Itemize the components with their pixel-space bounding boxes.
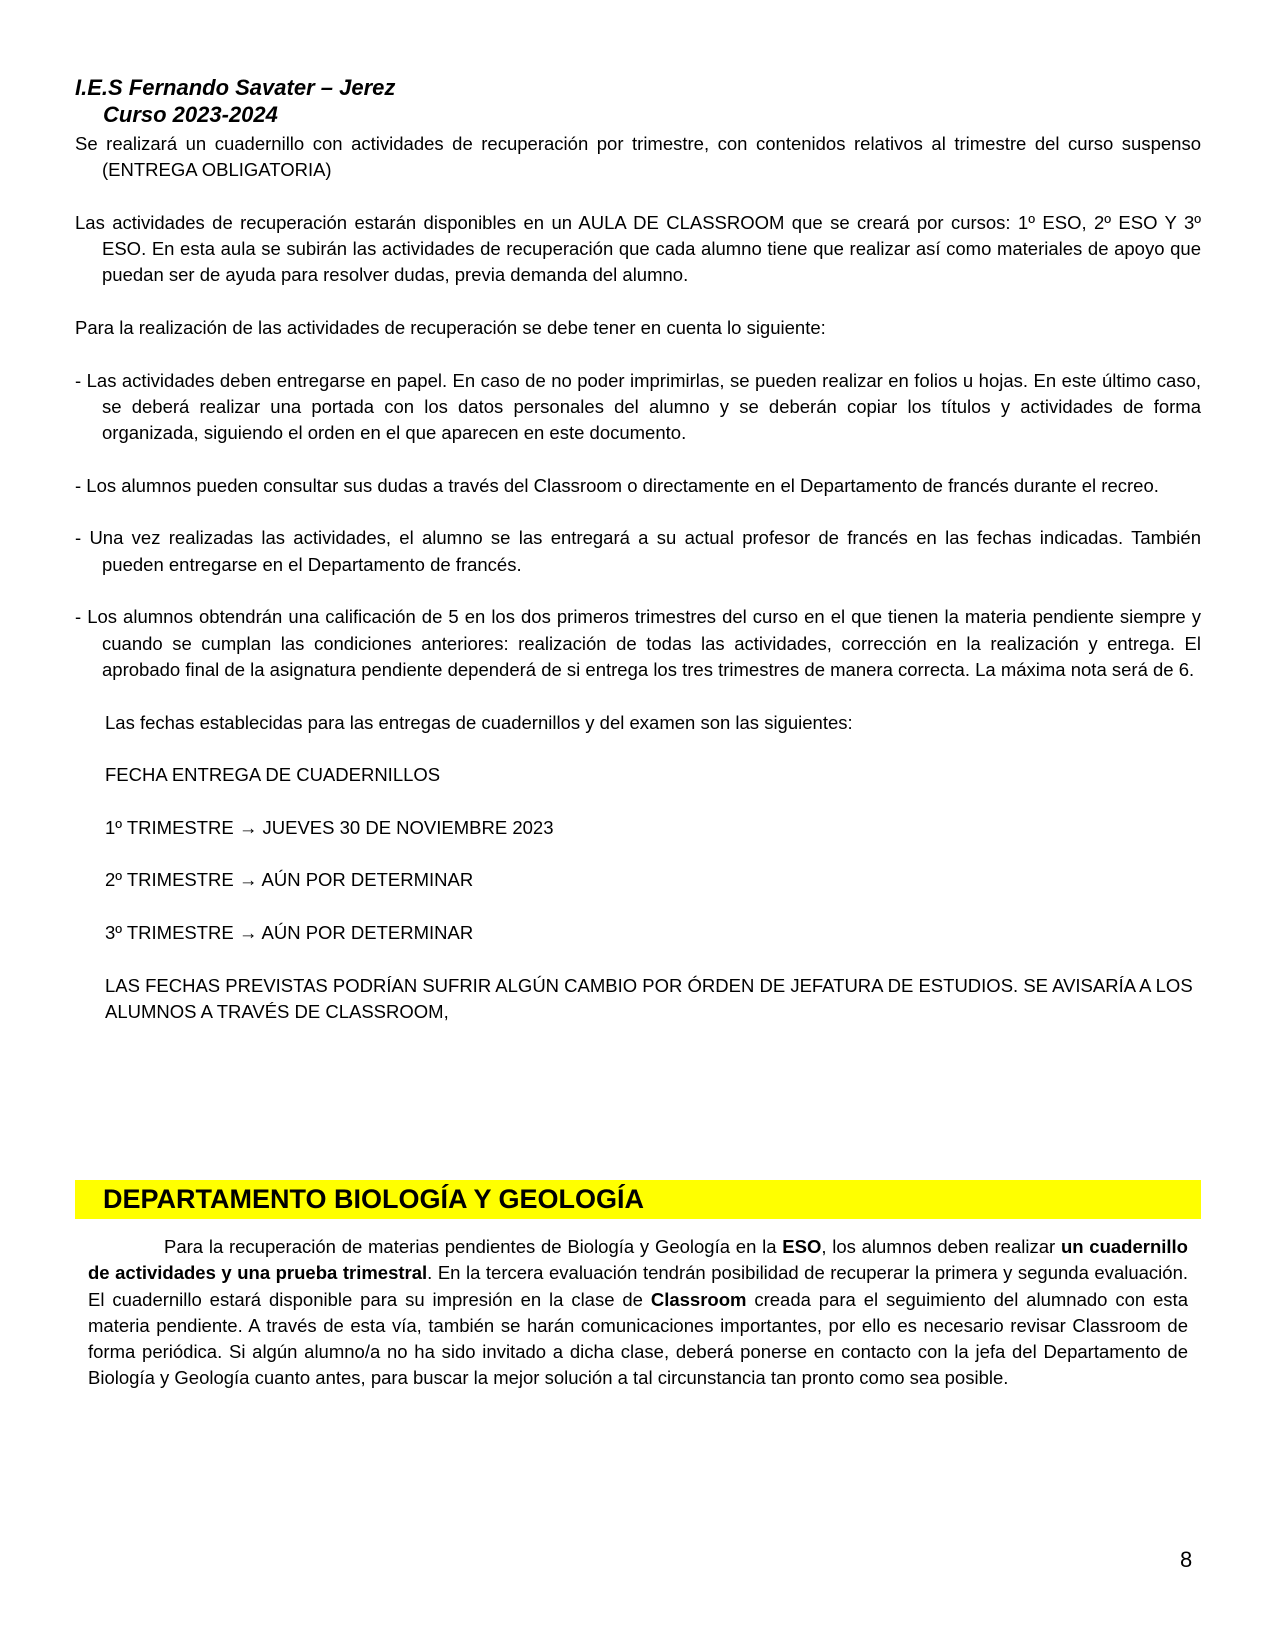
dates-intro: Las fechas establecidas para las entregas de cuadernillos y del examen son las siguientes:: [105, 711, 853, 733]
french-recovery-section: [75, 131, 1201, 1025]
list-item-paper-delivery: - Las actividades deben entregarse en papel. En caso de no poder imprimirlas, se pueden realizar en folios u hojas. En este último caso, se deberá realizar una portada con los datos personales del alumno y se deberán copiar los títulos y actividades de forma organizada, siguiendo el orden en el que aparecen en este documento.: [75, 369, 1201, 444]
bio-text-3: . En la tercera evaluación tendrán posibilidad de recuperar la primera y segunda evaluación. El cuadernillo estará disponible para su impresión en la clase de: [88, 1262, 1188, 1310]
document-header: [75, 74, 395, 128]
bio-bold-classroom: Classroom: [650, 1288, 747, 1310]
bio-bold-notebook: un cuadernillo de actividades y una prueba trimestral: [88, 1236, 1188, 1284]
section-heading-bar: [75, 1180, 1201, 1219]
paragraph-classroom: Las actividades de recuperación estarán disponibles en un AULA DE CLASSROOM que se creará por cursos: 1º ESO, 2º ESO Y 3º ESO. En esta aula se subirán las actividades de recuperación que cada alumno tiene que realizar así como materiales de apoyo que puedan ser de ayuda para resolver dudas, previa demanda del alumno.: [75, 211, 1201, 286]
paragraph-requirements-intro: Para la realización de las actividades de recuperación se debe tener en cuenta lo siguiente:: [75, 317, 826, 339]
bio-text-1: Para la recuperación de materias pendientes de Biología y Geología en la: [164, 1236, 783, 1257]
dates-notice: LAS FECHAS PREVISTAS PODRÍAN SUFRIR ALGÚN CAMBIO POR ÓRDEN DE JEFATURA DE ESTUDIOS. SE AVISARÍA A LOS ALUMNOS A TRAVÉS DE CLASSROOM,: [105, 974, 1193, 1022]
date-term-2: 2º TRIMESTRE → AÚN POR DETERMINAR: [105, 869, 474, 891]
school-name: I.E.S Fernando Savater – Jerez: [75, 75, 396, 100]
bio-text-4: creada para el seguimiento del alumnado con esta materia pendiente. A través de esta vía, también se harán comunicaciones importantes, por ello es necesario revisar Classroom de forma periódica. Si algún alumno/a no ha sido invitado a dicha clase, deberá ponerse en contacto con la jefa del Departamento de Biología y Geología cuanto antes, para buscar la mejor solución a tal circunstancia tan pronto como sea posible.: [88, 1288, 1188, 1389]
list-item-delivery: - Una vez realizadas las actividades, el alumno se las entregará a su actual profesor de francés en las fechas indicadas. También pueden entregarse en el Departamento de francés.: [75, 527, 1201, 575]
paragraph-notebook: Se realizará un cuadernillo con actividades de recuperación por trimestre, con contenidos relativos al trimestre del curso suspenso (ENTREGA OBLIGATORIA): [75, 133, 1201, 181]
page-number: 8: [1180, 1547, 1193, 1572]
bio-bold-eso: ESO: [782, 1236, 822, 1257]
section-title: DEPARTAMENTO BIOLOGÍA Y GEOLOGÍA: [103, 1184, 645, 1214]
list-item-grading: - Los alumnos obtendrán una calificación de 5 en los dos primeros trimestres del curso en el que tienen la materia pendiente siempre y cuando se cumplan las condiciones anteriores: realización de todas las actividades, corrección en la realización y entrega. El aprobado final de la asignatura pendiente dependerá de si entrega los tres trimestres de manera correcta. La máxima nota será de 6.: [75, 606, 1201, 680]
biology-paragraph: [88, 1234, 1188, 1392]
date-term-3: 3º TRIMESTRE → AÚN POR DETERMINAR: [105, 921, 474, 943]
date-term-1: 1º TRIMESTRE → JUEVES 30 DE NOVIEMBRE 2023: [105, 816, 554, 838]
course-year: Curso 2023-2024: [103, 102, 278, 127]
dates-heading: FECHA ENTREGA DE CUADERNILLOS: [105, 764, 441, 786]
list-item-questions: - Los alumnos pueden consultar sus dudas a través del Classroom o directamente en el Departamento de francés durante el recreo.: [75, 474, 1159, 496]
bio-text-2: , los alumnos deben realizar: [821, 1236, 1061, 1257]
